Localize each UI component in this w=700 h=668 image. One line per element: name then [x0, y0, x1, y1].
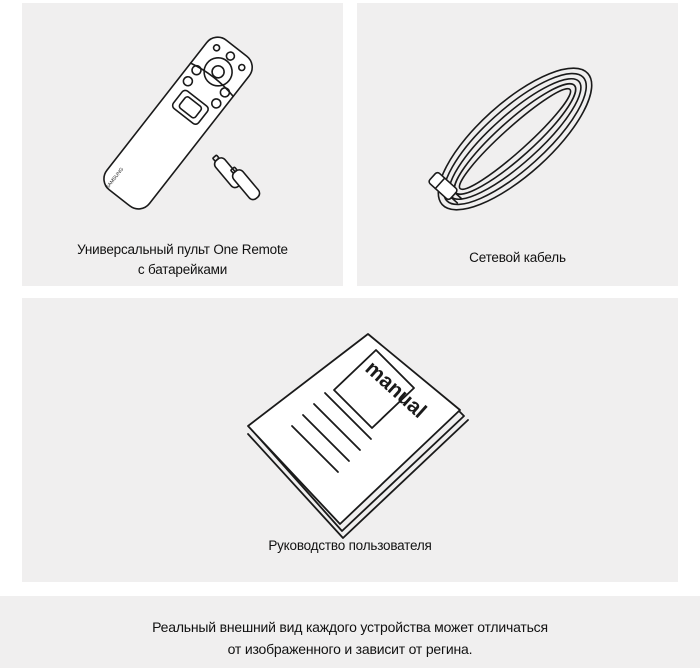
remote-caption-line-1: Универсальный пульт One Remote [77, 242, 288, 257]
disclaimer-line-1: Реальный внешний вид каждого устройства может отличаться [152, 619, 548, 635]
remote-card [22, 3, 343, 286]
cable-card [357, 3, 678, 286]
disclaimer-text [0, 616, 700, 660]
cable-caption-line-1: Сетевой кабель [469, 250, 566, 265]
remote-caption [22, 240, 343, 280]
manual-cover-text: manual [360, 356, 431, 423]
disclaimer-footer [0, 596, 700, 668]
cable-caption [357, 248, 678, 268]
power-cable-icon [357, 3, 678, 286]
disclaimer-line-2: от изображенного и зависит от регина. [227, 641, 473, 657]
manual-caption [22, 536, 678, 556]
remote-caption-line-2: с батарейками [137, 262, 228, 277]
manual-caption-line-1: Руководство пользователя [268, 538, 432, 553]
manual-card [22, 298, 678, 582]
remote-brand-text: SAMSUNG [104, 166, 126, 191]
